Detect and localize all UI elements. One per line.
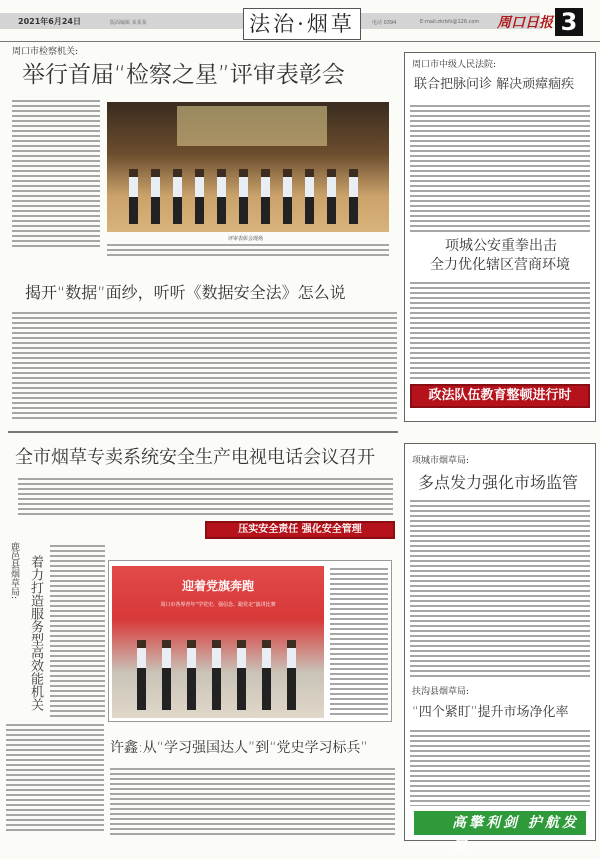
luyi-kicker: 鹿邑县烟草局: bbox=[9, 542, 19, 600]
luyi-body bbox=[50, 545, 105, 720]
story1-photo-caption: 评审表彰会现场 bbox=[228, 236, 264, 242]
divider bbox=[8, 431, 398, 433]
story3-headline: 全市烟草专卖系统安全生产电视电话会议召开 bbox=[15, 447, 375, 468]
luyi-headline: 着力打造服务型高效能机关 bbox=[28, 555, 43, 711]
story1-kicker: 周口市检察机关: bbox=[12, 47, 79, 57]
photo2-title: 迎着党旗奔跑 bbox=[181, 579, 254, 593]
story2-body bbox=[12, 312, 397, 422]
luyi-body-2 bbox=[6, 724, 104, 834]
story1-photo bbox=[107, 102, 389, 232]
right1-body-2 bbox=[410, 282, 590, 380]
right2-body-2 bbox=[410, 730, 590, 806]
right1-headline2-line1: 项城公安重拳出击 bbox=[445, 238, 557, 254]
right1-kicker: 周口市中级人民法院: bbox=[412, 60, 497, 70]
right2-headline: 多点发力强化市场监管 bbox=[418, 473, 579, 492]
issue-date: 2021年6月24日 bbox=[18, 17, 81, 26]
editor-credit: 版面编辑 某某某 bbox=[110, 20, 147, 26]
story3-banner: 压实安全责任 强化安全管理 bbox=[205, 521, 395, 539]
story4-headline: 许鑫:从“学习强国达人”到“党史学习标兵” bbox=[110, 740, 368, 756]
story1-body bbox=[12, 100, 100, 250]
right2-headline2: “四个紧盯”提升市场净化率 bbox=[412, 705, 569, 720]
divider bbox=[0, 41, 600, 42]
right1-banner: 政法队伍教育整顿进行时 bbox=[410, 384, 590, 408]
newspaper-logo: 周口日报 bbox=[497, 15, 553, 31]
email: E-mail:zkrbfz@126.com bbox=[420, 19, 480, 25]
section-title: 法治·烟草 bbox=[243, 8, 361, 40]
story4-body bbox=[110, 768, 395, 836]
story3-body bbox=[18, 478, 393, 518]
story1-headline: 举行首届“检察之星”评审表彰会 bbox=[22, 62, 345, 88]
right1-headline: 联合把脉问诊 解决顽瘴痼疾 bbox=[414, 77, 575, 92]
right1-headline2-line2: 全力优化辖区营商环境 bbox=[430, 257, 570, 273]
story2-headline: 揭开“数据”面纱，听听《数据安全法》怎么说 bbox=[25, 283, 346, 302]
photo2-caption-text bbox=[330, 568, 388, 716]
right2-banner: 高擎利剑 护航发展 bbox=[414, 811, 586, 835]
photo2-subtitle: 周口市各界青年“学党史、强信念、跟党走”演讲比赛 bbox=[160, 602, 276, 608]
story1-body-2 bbox=[107, 244, 389, 258]
speech-contest-photo bbox=[112, 566, 324, 718]
right2-body bbox=[410, 500, 590, 678]
right2-kicker: 项城市烟草局: bbox=[412, 456, 470, 466]
right2-kicker2: 扶沟县烟草局: bbox=[412, 687, 470, 697]
phone: 电话 0394 bbox=[372, 20, 397, 26]
page-number: 3 bbox=[555, 8, 583, 36]
right1-body bbox=[410, 105, 590, 233]
